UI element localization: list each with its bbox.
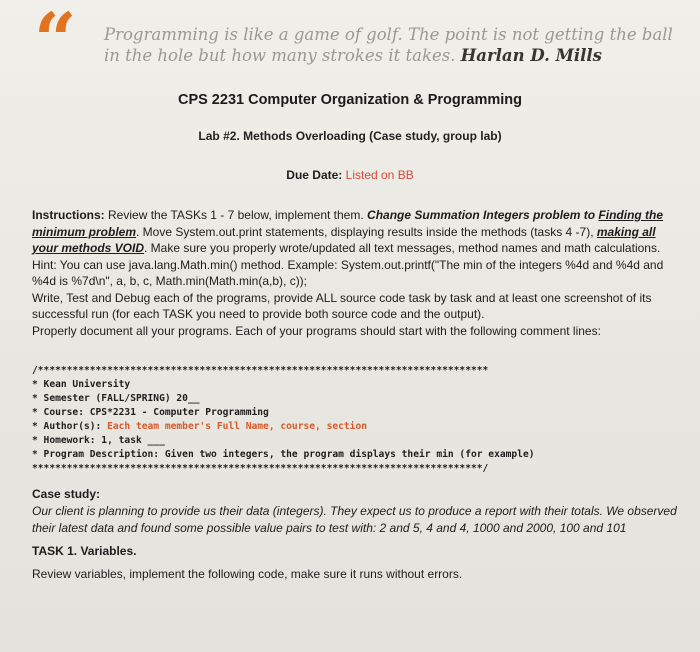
finding-minimum-text: Finding the minimum problem [32, 208, 664, 239]
quote [104, 24, 674, 66]
task-1-text: Review variables, implement the following code, make sure it runs without errors. [32, 567, 463, 581]
comment-description: * Program Description: Given two integers, the program displays their min (for example) [32, 449, 535, 460]
case-study-title: Case study: [32, 487, 101, 501]
comment-authors-value: Each team member's Full Name, course, section [107, 421, 368, 432]
comment-university: * Kean University [32, 379, 131, 390]
course-title: CPS 2231 Computer Organization & Programming [177, 92, 523, 108]
comment-top: /****************************************************************************** [32, 365, 489, 376]
comment-course: * Course: CPS*2231 - Computer Programming [32, 407, 269, 418]
task-1-title: TASK 1. Variables. [32, 544, 137, 558]
comment-authors-label: * Author(s): [32, 421, 108, 432]
quote-text: Programming is like a game of golf. The point is not getting the ball in the hole but how many strokes it takes. [104, 25, 673, 65]
instructions-text-1: Review the TASKs 1 - 7 below, implement them. [108, 208, 364, 222]
due-label: Due Date: [286, 168, 343, 182]
instructions [32, 207, 682, 339]
instructions-label: Instructions: [32, 208, 105, 222]
change-text: Change Summation Integers problem to [367, 208, 596, 222]
instructions-paragraph [32, 207, 682, 257]
quote-mark-icon: “ [34, 0, 77, 84]
lab-title: Lab #2. Methods Overloading (Case study, group lab) [198, 129, 502, 143]
comment-homework: * Homework: 1, task ___ [32, 435, 165, 446]
comment-authors [32, 420, 672, 434]
comment-bottom: ******************************************************************************/ [32, 463, 489, 474]
case-study [32, 486, 682, 583]
instructions-text-3: . Make sure you properly wrote/updated all text messages, method names and math calculations. [144, 241, 661, 255]
comment-semester: * Semester (FALL/SPRING) 20__ [32, 393, 200, 404]
comment-block [32, 364, 672, 476]
hint-paragraph: Hint: You can use java.lang.Math.min() method. Example: System.out.printf("The min of the integers %4d and %4d and %4d is %7d\n", a, b, c, Math.min(Math.min(a,b), c)); [32, 257, 664, 288]
document-paragraph: Properly document all your programs. Each of your programs should start with the following comment lines: [32, 323, 601, 338]
due-value: Listed on BB [345, 168, 414, 182]
instructions-text-2: . Move System.out.print statements, displaying results inside the methods (tasks 4 -7), [136, 224, 594, 239]
void-text: making all your methods VOID [32, 224, 656, 255]
write-paragraph: Write, Test and Debug each of the programs, provide ALL source code task by task and at least one screenshot of its successful run (for each TASK you need to provide both source code and the output). [32, 290, 652, 321]
case-study-text: Our client is planning to provide us their data (integers). They expect us to produce a report with their totals. We observed their latest data and found some possible value pairs to test with: 2 and 5, 4 and 4, 1000 and 2000, 100 and 101 [32, 504, 677, 535]
quote-author: Harlan D. Mills [460, 46, 602, 65]
due-date [0, 168, 700, 182]
